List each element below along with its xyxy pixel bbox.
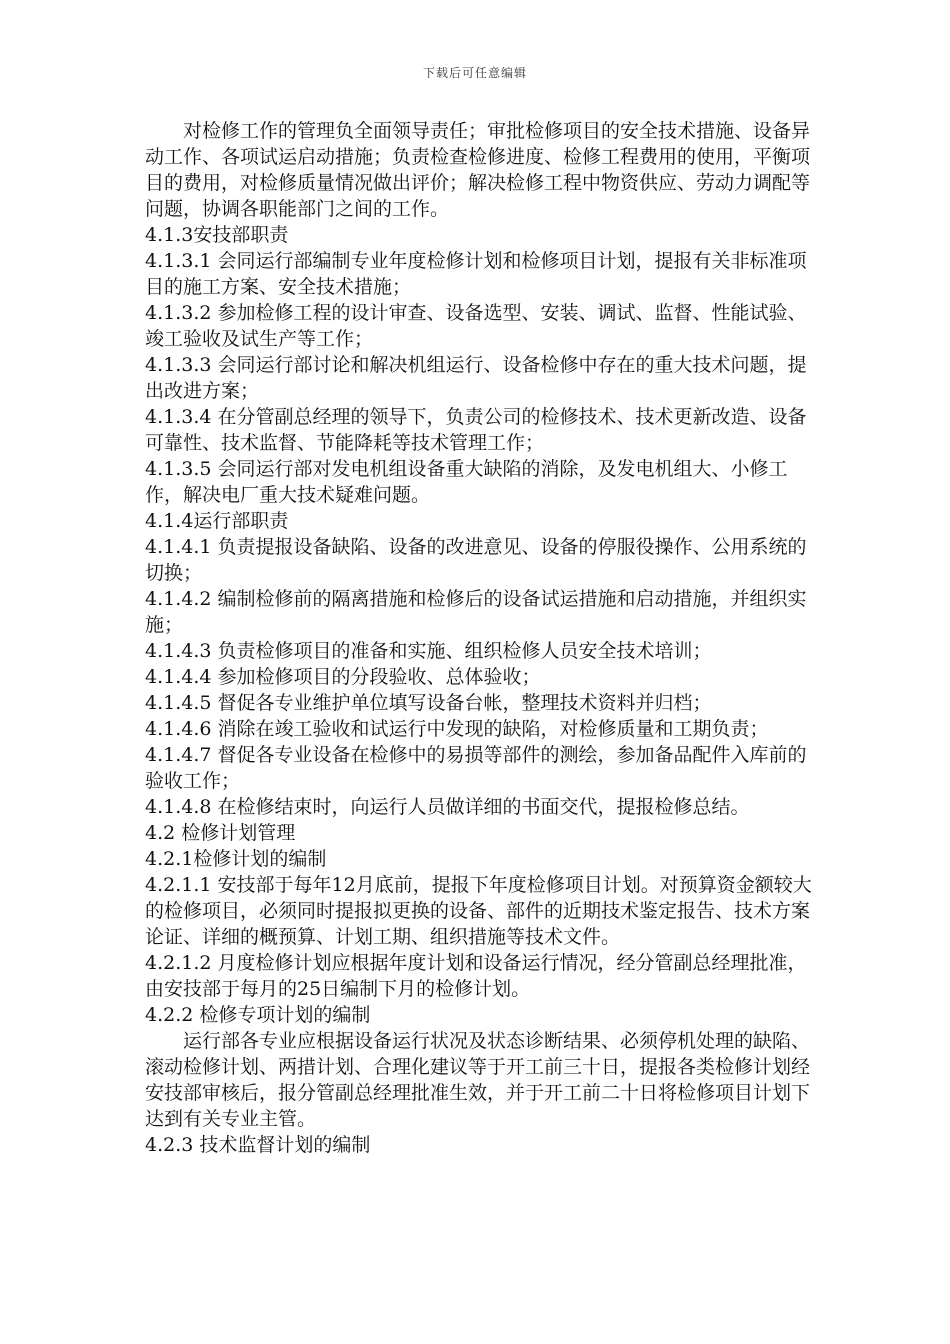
paragraph: 4.2.1.1 安技部于每年12月底前，提报下年度检修项目计划。对预算资金额较大的检修项目，必须同时提报拟更换的设备、部件的近期技术鉴定报告、技术方案论证、详细的概预算、计划工期、组织措施等技术文件。 <box>145 874 812 948</box>
paragraph: 4.1.4.6 消除在竣工验收和试运行中发现的缺陷，对检修质量和工期负责； <box>145 718 769 740</box>
paragraph: 4.1.3.2 参加检修工程的设计审查、设备选型、安装、调试、监督、性能试验、竣工验收及试生产等工作； <box>145 302 807 350</box>
paragraph: 4.1.4.4 参加检修项目的分段验收、总体验收； <box>145 666 541 688</box>
paragraph: 4.1.4.3 负责检修项目的准备和实施、组织检修人员安全技术培训； <box>145 640 712 662</box>
paragraph: 运行部各专业应根据设备运行状况及状态诊断结果、必须停机处理的缺陷、滚动检修计划、两措计划、合理化建议等于开工前三十日，提报各类检修计划经安技部审核后，报分管副总经理批准生效，并于开工前二十日将检修项目计划下达到有关专业主管。 <box>145 1030 811 1130</box>
paragraph: 4.1.4.8 在检修结束时，向运行人员做详细的书面交代，提报检修总结。 <box>145 796 750 818</box>
paragraph: 4.1.4.2 编制检修前的隔离措施和检修后的设备试运措施和启动措施，并组织实施； <box>145 588 807 636</box>
paragraph: 4.1.4.7 督促各专业设备在检修中的易损等部件的测绘，参加备品配件入库前的验收工作； <box>145 744 807 792</box>
paragraph: 4.2.2 检修专项计划的编制 <box>145 1004 371 1026</box>
paragraph: 4.1.4.1 负责提报设备缺陷、设备的改进意见、设备的停服役操作、公用系统的切换； <box>145 536 807 584</box>
paragraph: 4.1.3安技部职责 <box>145 224 289 246</box>
paragraph: 4.1.3.4 在分管副总经理的领导下，负责公司的检修技术、技术更新改造、设备可靠性、技术监督、节能降耗等技术管理工作； <box>145 406 807 454</box>
paragraph: 4.1.3.1 会同运行部编制专业年度检修计划和检修项目计划，提报有关非标准项目的施工方案、安全技术措施； <box>145 250 807 298</box>
paragraph: 4.2.3 技术监督计划的编制 <box>145 1134 371 1156</box>
paragraph: 4.2.1检修计划的编制 <box>145 848 327 870</box>
paragraph: 4.2 检修计划管理 <box>145 822 296 844</box>
paragraph: 4.2.1.2 月度检修计划应根据年度计划和设备运行情况，经分管副总经理批准，由安技部于每月的25日编制下月的检修计划。 <box>145 952 807 1000</box>
page-header: 下载后可任意编辑 <box>422 66 527 80</box>
paragraph: 4.1.4.5 督促各专业维护单位填写设备台帐，整理技术资料并归档； <box>145 692 712 714</box>
paragraph: 4.1.3.3 会同运行部讨论和解决机组运行、设备检修中存在的重大技术问题，提出改进方案； <box>145 354 807 402</box>
paragraph: 4.1.3.5 会同运行部对发电机组设备重大缺陷的消除，及发电机组大、小修工作，解决电厂重大技术疑难问题。 <box>145 458 788 506</box>
document-body <box>145 118 815 1158</box>
paragraph: 对检修工作的管理负全面领导责任；审批检修项目的安全技术措施、设备异动工作、各项试运启动措施；负责检查检修进度、检修工程费用的使用，平衡项目的费用，对检修质量情况做出评价；解决检修工程中物资供应、劳动力调配等问题，协调各职能部门之间的工作。 <box>145 120 811 220</box>
paragraph: 4.1.4运行部职责 <box>145 510 289 532</box>
